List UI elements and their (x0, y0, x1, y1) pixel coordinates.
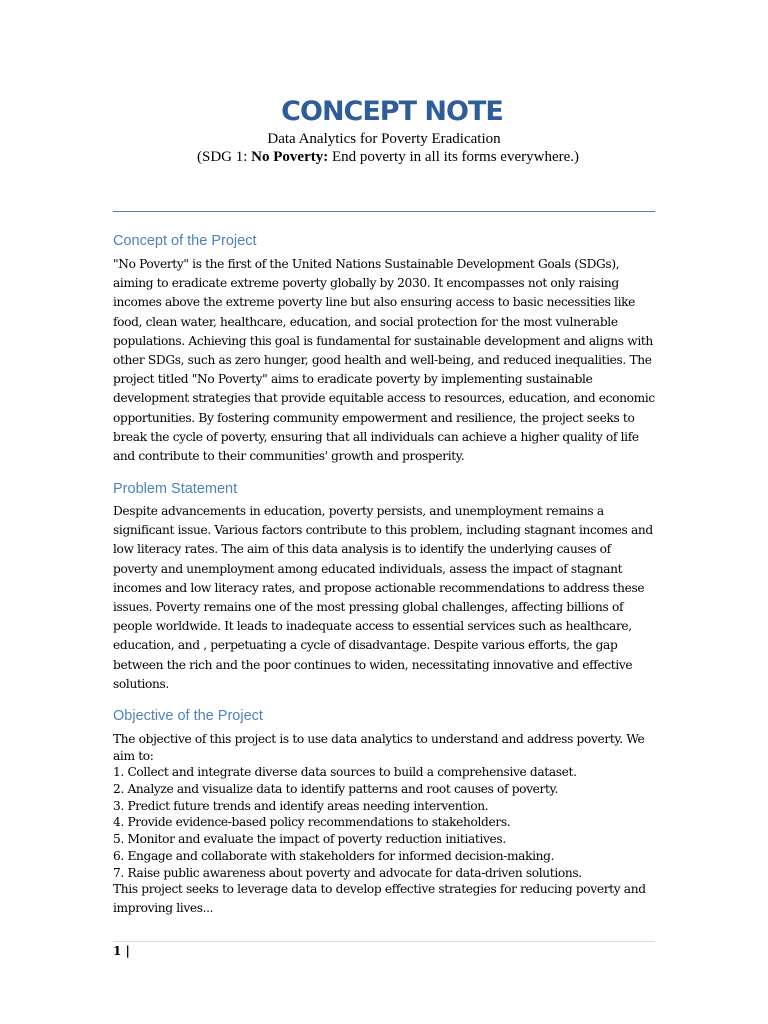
paragraph-line: aiming to eradicate extreme poverty globally by 2030. It encompasses not only raising (113, 276, 619, 291)
objective-intro (113, 731, 658, 765)
list-item: 1. Collect and integrate diverse data sources to build a comprehensive dataset. (113, 765, 577, 779)
sdg-prefix: (SDG 1: (197, 149, 252, 165)
problem-heading: Problem Statement (113, 481, 238, 497)
document-title: CONCEPT NOTE (281, 96, 503, 127)
paragraph-line: significant issue. Various factors contribute to this problem, including stagnant incomes and (113, 523, 653, 538)
footer-divider (113, 941, 655, 942)
list-item: 2. Analyze and visualize data to identify patterns and root causes of poverty. (113, 781, 559, 796)
paragraph-line: between the rich and the poor continues to widen, necessitating innovative and effective (113, 657, 633, 672)
paragraph-line: solutions. (113, 676, 169, 691)
paragraph-line: other SDGs, such as zero hunger, good health and well-being, and reduced inequalities. The (113, 352, 652, 367)
sdg-tagline (8, 149, 768, 166)
paragraph-line: Despite advancements in education, poverty persists, and unemployment remains a (113, 504, 604, 518)
paragraph-line: populations. Achieving this goal is fundamental for sustainable development and aligns with (113, 333, 653, 348)
paragraph-line: opportunities. By fostering community empowerment and resilience, the project seeks to (113, 410, 635, 425)
objective-list (113, 764, 658, 882)
paragraph-line: "No Poverty" is the first of the United Nations Sustainable Development Goals (SDGs), (113, 257, 620, 271)
paragraph-line: project titled "No Poverty" aims to eradicate poverty by implementing sustainable (113, 372, 593, 387)
paragraph-line: education, and , perpetuating a cycle of disadvantage. Despite various efforts, the gap (113, 638, 618, 653)
paragraph-line: The objective of this project is to use data analytics to understand and address poverty. We (113, 732, 645, 746)
concept-paragraph (113, 255, 658, 466)
paragraph-line: poverty and unemployment among educated individuals, assess the impact of stagnant (113, 561, 623, 576)
paragraph-line: incomes above the extreme poverty line but also ensuring access to basic necessities like (113, 295, 636, 310)
paragraph-line: food, clean water, healthcare, education, and social protection for the most vulnerable (113, 314, 618, 329)
concept-heading: Concept of the Project (113, 233, 257, 249)
objective-closing (113, 880, 658, 918)
paragraph-line: aim to: (113, 748, 154, 763)
paragraph-line: improving lives... (113, 901, 214, 916)
list-item: 3. Predict future trends and identify areas needing intervention. (113, 798, 489, 813)
list-item: 5. Monitor and evaluate the impact of poverty reduction initiatives. (113, 832, 506, 847)
page-number: 1 | (113, 944, 130, 958)
paragraph-line: and contribute to their communities' growth and prosperity. (113, 448, 465, 463)
paragraph-line: people worldwide. It leads to inadequate access to essential services such as healthcare, (113, 619, 632, 634)
sdg-suffix: End poverty in all its forms everywhere.) (328, 149, 579, 165)
header-divider (113, 211, 655, 212)
list-item: 7. Raise public awareness about poverty and advocate for data-driven solutions. (113, 865, 582, 880)
document-subtitle: Data Analytics for Poverty Eradication (267, 131, 501, 147)
list-item: 4. Provide evidence-based policy recommendations to stakeholders. (113, 815, 511, 830)
paragraph-line: low literacy rates. The aim of this data analysis is to identify the underlying causes of (113, 542, 611, 557)
paragraph-line: break the cycle of poverty, ensuring that all individuals can achieve a higher quality of life (113, 429, 639, 444)
paragraph-line: This project seeks to leverage data to develop effective strategies for reducing poverty and (113, 882, 646, 896)
paragraph-line: issues. Poverty remains one of the most pressing global challenges, affecting billions of (113, 599, 624, 614)
sdg-goal-name: No Poverty: (251, 149, 329, 165)
paragraph-line: development strategies that provide equitable access to resources, education, and economic (113, 391, 655, 406)
objective-heading: Objective of the Project (113, 708, 263, 724)
list-item: 6. Engage and collaborate with stakeholders for informed decision-making. (113, 848, 555, 863)
problem-paragraph (113, 502, 658, 694)
paragraph-line: incomes and low literacy rates, and propose actionable recommendations to address these (113, 580, 645, 595)
